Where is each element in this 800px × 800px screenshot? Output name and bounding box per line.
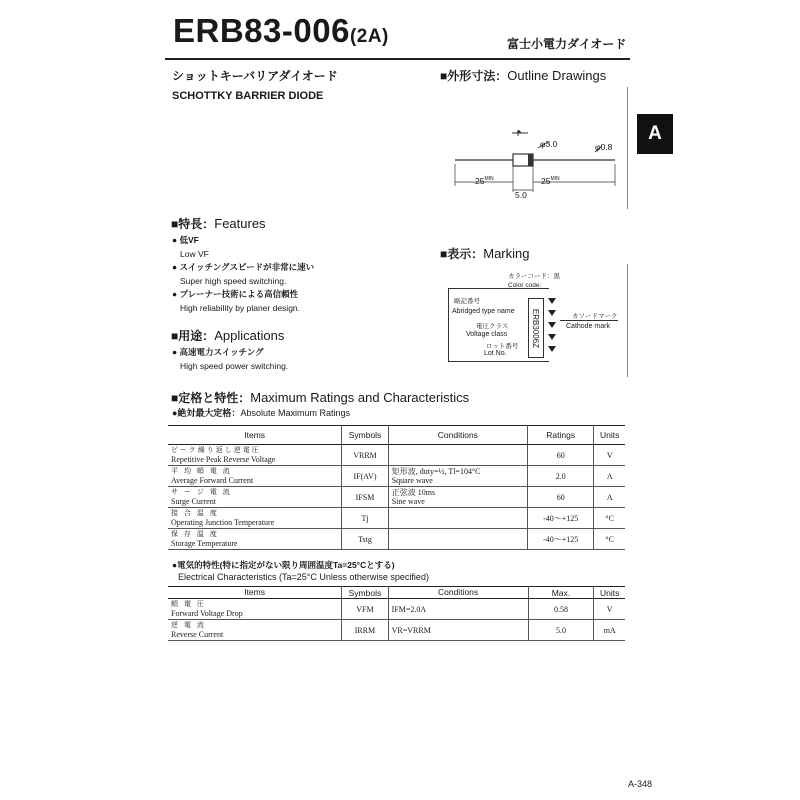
electrical-heading-en: Electrical Characteristics (Ta=25°C Unless otherwise specified) [178, 572, 429, 582]
col-items: Items [168, 587, 342, 599]
col-items: Items [168, 426, 342, 445]
color-code-en: Color code： [508, 282, 546, 289]
voltage-jp: 電圧クラス [476, 323, 509, 330]
col-conditions: Conditions [388, 426, 527, 445]
section-tab: A [637, 114, 673, 154]
abridged-en: Abridged type name [452, 308, 515, 315]
dim-lead-right: $25^{MIN}$ [541, 176, 560, 186]
table-header-row [168, 587, 625, 599]
outline-drawing [450, 120, 625, 205]
feature-en: High reliability by planer design. [180, 302, 301, 313]
ratings-heading: ■定格と特性：Maximum Ratings and Characteristics [171, 390, 470, 405]
marking-code: ERB3006Z [531, 308, 541, 348]
feature-en: Low VF [180, 248, 209, 259]
header-rule [165, 58, 630, 60]
marking-arrows [546, 296, 560, 360]
part-number: ERB83-006 [173, 12, 350, 49]
applications-list [172, 345, 288, 373]
col-ratings: Ratings [527, 426, 593, 445]
lot-en: Lot No. [484, 350, 507, 357]
product-type-jp: ショットキーバリアダイオード [172, 69, 338, 83]
application-jp: ● 高速電力スイッチング [172, 347, 264, 357]
color-code-jp: カラーコード：黒 [508, 273, 560, 280]
cathode-en: Cathode mark [566, 323, 610, 330]
abridged-jp: 略記番号 [454, 298, 480, 305]
marking-diode-body [528, 298, 544, 358]
lot-jp: ロット番号 [486, 343, 519, 350]
table-row: ピーク繰り返し逆電圧 Repetitive Peak Reverse Voltage VRRM 60 V [168, 445, 625, 466]
table-header-row [168, 426, 625, 445]
table-row: 平 均 順 電 流 Average Forward Current IF(AV) 矩形波, duty=½, Tl=104°C Square wave 2.0 A [168, 466, 625, 487]
table-row: 逆 電 流 Reverse Current IRRM VR=VRRM 5.0 mA [168, 620, 625, 641]
abs-max-table [168, 425, 625, 550]
feature-jp: ● スイッチングスピードが非常に速い [172, 262, 315, 272]
col-units: Units [594, 587, 625, 599]
voltage-en: Voltage class [466, 331, 508, 338]
features-heading: ■特長：Features [171, 216, 266, 231]
table-row: 順 電 圧 Forward Voltage Drop VFM IFM=2.0A 0.58 V [168, 599, 625, 620]
col-max: Max. [528, 587, 594, 599]
col-conditions: Conditions [388, 587, 528, 599]
features-list [172, 234, 314, 315]
table-row: 接 合 温 度 Operating Junction Temperature Tj -40～+125 °C [168, 508, 625, 529]
cathode-jp: カソードマーク [572, 313, 618, 320]
table-row: サ ー ジ 電 流 Surge Current IFSM 正弦波 10ms Sine wave 60 A [168, 487, 625, 508]
col-symbols: Symbols [342, 426, 388, 445]
dim-lead-dia: φ0.8 [595, 142, 613, 152]
electrical-heading-jp: ●電気的特性(特に指定がない限り周囲温度Ta=25°Cとする) [172, 560, 395, 570]
outline-heading: ■外形寸法：Outline Drawings [440, 68, 607, 83]
table-row: 保 存 温 度 Storage Temperature Tstg -40～+125 °C [168, 529, 625, 550]
abs-max-heading: ●絶対最大定格：Absolute Maximum Ratings [172, 408, 350, 418]
feature-jp: ● プレーナー技術による高信頼性 [172, 289, 299, 299]
electrical-table [168, 586, 625, 641]
product-type-en: SCHOTTKY BARRIER DIODE [172, 90, 324, 102]
page-number: A-348 [628, 779, 653, 789]
col-symbols: Symbols [342, 587, 388, 599]
marking-heading: ■表示：Marking [440, 246, 530, 261]
dim-body-len: 5.0 [515, 190, 527, 200]
feature-jp: ● 低VF [172, 235, 199, 245]
application-en: High speed power switching. [180, 361, 289, 371]
applications-heading: ■用途：Applications [171, 328, 285, 343]
dim-body-dia: φ3.0 [540, 139, 558, 149]
dim-lead-left: $25^{MIN}$ [475, 176, 494, 186]
current-rating: (2A) [349, 26, 389, 47]
category-jp: 富士小電力ダイオード [507, 37, 627, 51]
part-number-title [173, 12, 389, 50]
col-units: Units [594, 426, 625, 445]
cathode-leader [560, 320, 618, 321]
feature-en: Super high speed switching. [180, 275, 287, 286]
